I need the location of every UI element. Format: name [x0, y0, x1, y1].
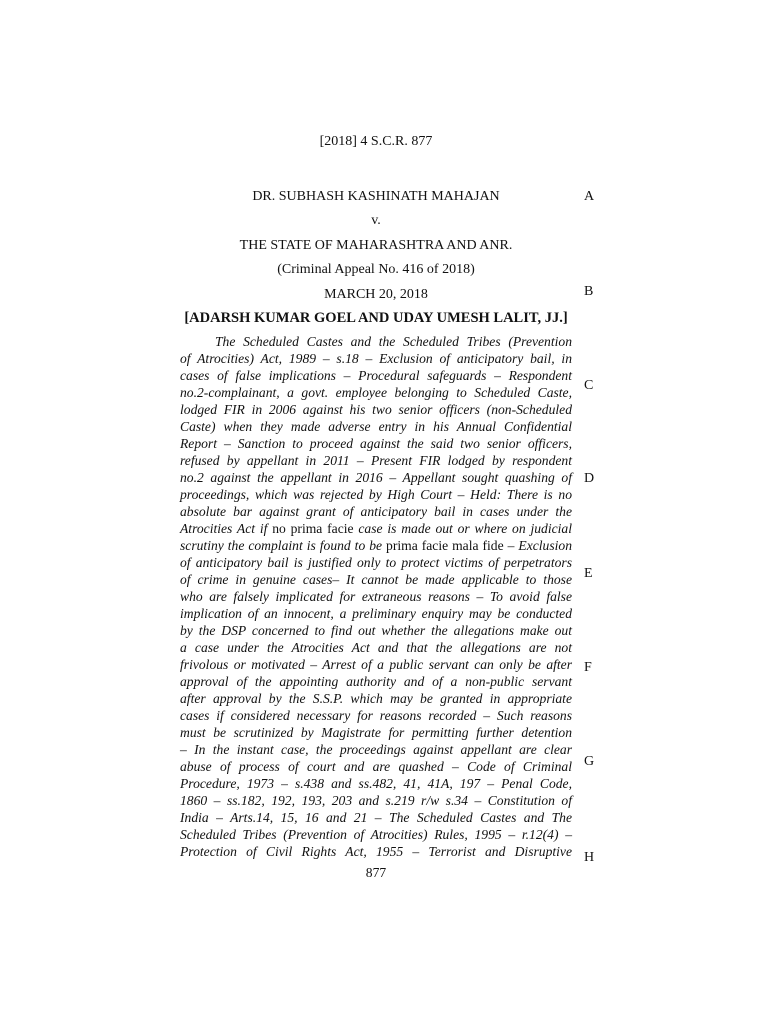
- judgment-date: MARCH 20, 2018: [324, 287, 428, 302]
- margin-letter-c: C: [584, 378, 594, 393]
- headnote-line: who are falsely implicated for extraneous reasons – To avoid false: [180, 589, 572, 604]
- headnote-line: of crime in genuine cases– It cannot be made applicable to those: [180, 572, 572, 587]
- headnote-line-mixed: [180, 520, 572, 537]
- margin-letter-h: H: [584, 850, 595, 865]
- headnote-line: lodged FIR in 2006 against his two senior officers (non-Scheduled: [180, 402, 572, 417]
- headnote-line: proceedings, which was rejected by High Court – Held: There is no: [180, 487, 572, 502]
- headnote-line: approval of the appointing authority and of a non-public servant: [180, 674, 572, 689]
- headnote-line: a case under the Atrocities Act and that the allegations are not: [180, 640, 572, 655]
- headnote-line: no.2-complainant, a govt. employee belonging to Scheduled Caste,: [180, 385, 572, 400]
- headnote-line: Protection of Civil Rights Act, 1955 – Terrorist and Disruptive: [180, 844, 572, 859]
- headnote-line: Caste) when they made adverse entry in his Annual Confidential: [180, 419, 572, 434]
- page-number: 877: [365, 865, 387, 880]
- headnote-line: cases if considered necessary for reasons recorded – Such reasons: [180, 708, 572, 723]
- headnote-fragment: case is made out or where on judicial: [353, 521, 572, 536]
- headnote-line-mixed: [180, 537, 572, 554]
- headnote-fragment: scrutiny the complaint is found to be: [180, 538, 387, 553]
- margin-letter-d: D: [584, 471, 595, 486]
- headnote-fragment: – Exclusion: [503, 538, 572, 553]
- headnote-line: 1860 – ss.182, 192, 193, 203 and s.219 r/w s.34 – Constitution of: [180, 793, 572, 808]
- headnote-line: cases of false implications – Procedural safeguards – Respondent: [180, 368, 572, 383]
- headnote-line: Procedure, 1973 – s.438 and ss.482, 41, 41A, 197 – Penal Code,: [180, 776, 572, 791]
- headnote-line: abuse of process of court and are quashed – Code of Criminal: [180, 759, 572, 774]
- headnote-line: The Scheduled Castes and the Scheduled Tribes (Prevention: [215, 334, 572, 349]
- margin-letter-a: A: [584, 189, 595, 204]
- margin-letter-b: B: [584, 284, 594, 299]
- appeal-number: (Criminal Appeal No. 416 of 2018): [277, 262, 475, 277]
- versus-label: v.: [371, 213, 381, 228]
- headnote-line: absolute bar against grant of anticipatory bail in cases under the: [180, 504, 572, 519]
- headnote-line: – In the instant case, the proceedings against appellant are clear: [180, 742, 572, 757]
- headnote-line: frivolous or motivated – Arrest of a public servant can only be after: [180, 657, 572, 672]
- headnote-line: must be scrutinized by Magistrate for permitting further detention: [180, 725, 572, 740]
- bench-judges: [ADARSH KUMAR GOEL AND UDAY UMESH LALIT, JJ.]: [184, 310, 568, 326]
- headnote-line: no.2 against the appellant in 2016 – Appellant sought quashing of: [180, 470, 572, 485]
- headnote-line: Report – Sanction to proceed against the said two senior officers,: [180, 436, 572, 451]
- headnote-fragment-upright: no: [272, 521, 286, 536]
- headnote-line: of anticipatory bail is justified only to protect victims of perpetrators: [180, 555, 572, 570]
- headnote-line: India – Arts.14, 15, 16 and 21 – The Scheduled Castes and The: [180, 810, 572, 825]
- headnote-fragment-upright: prima facie: [285, 521, 354, 536]
- margin-letter-e: E: [584, 566, 593, 581]
- report-citation: [2018] 4 S.C.R. 877: [319, 134, 433, 149]
- headnote-fragment: Atrocities Act if: [180, 521, 273, 536]
- headnote-line: after approval by the S.S.P. which may be granted in appropriate: [180, 691, 572, 706]
- appellant-name: DR. SUBHASH KASHINATH MAHAJAN: [252, 189, 500, 204]
- respondent-name: THE STATE OF MAHARASHTRA AND ANR.: [239, 238, 513, 253]
- margin-letter-g: G: [584, 754, 595, 769]
- headnote-line: Scheduled Tribes (Prevention of Atrocities) Rules, 1995 – r.12(4) –: [180, 827, 572, 842]
- headnote-line: implication of an innocent, a preliminary enquiry may be conducted: [180, 606, 572, 621]
- headnote-fragment-upright: prima facie mala fide: [386, 538, 504, 553]
- headnote-line: refused by appellant in 2011 – Present FIR lodged by respondent: [180, 453, 572, 468]
- headnote-line: of Atrocities) Act, 1989 – s.18 – Exclusion of anticipatory bail, in: [180, 351, 572, 366]
- headnote: [180, 333, 572, 860]
- margin-letter-f: F: [584, 660, 592, 675]
- headnote-line: by the DSP concerned to find out whether the allegations make out: [180, 623, 572, 638]
